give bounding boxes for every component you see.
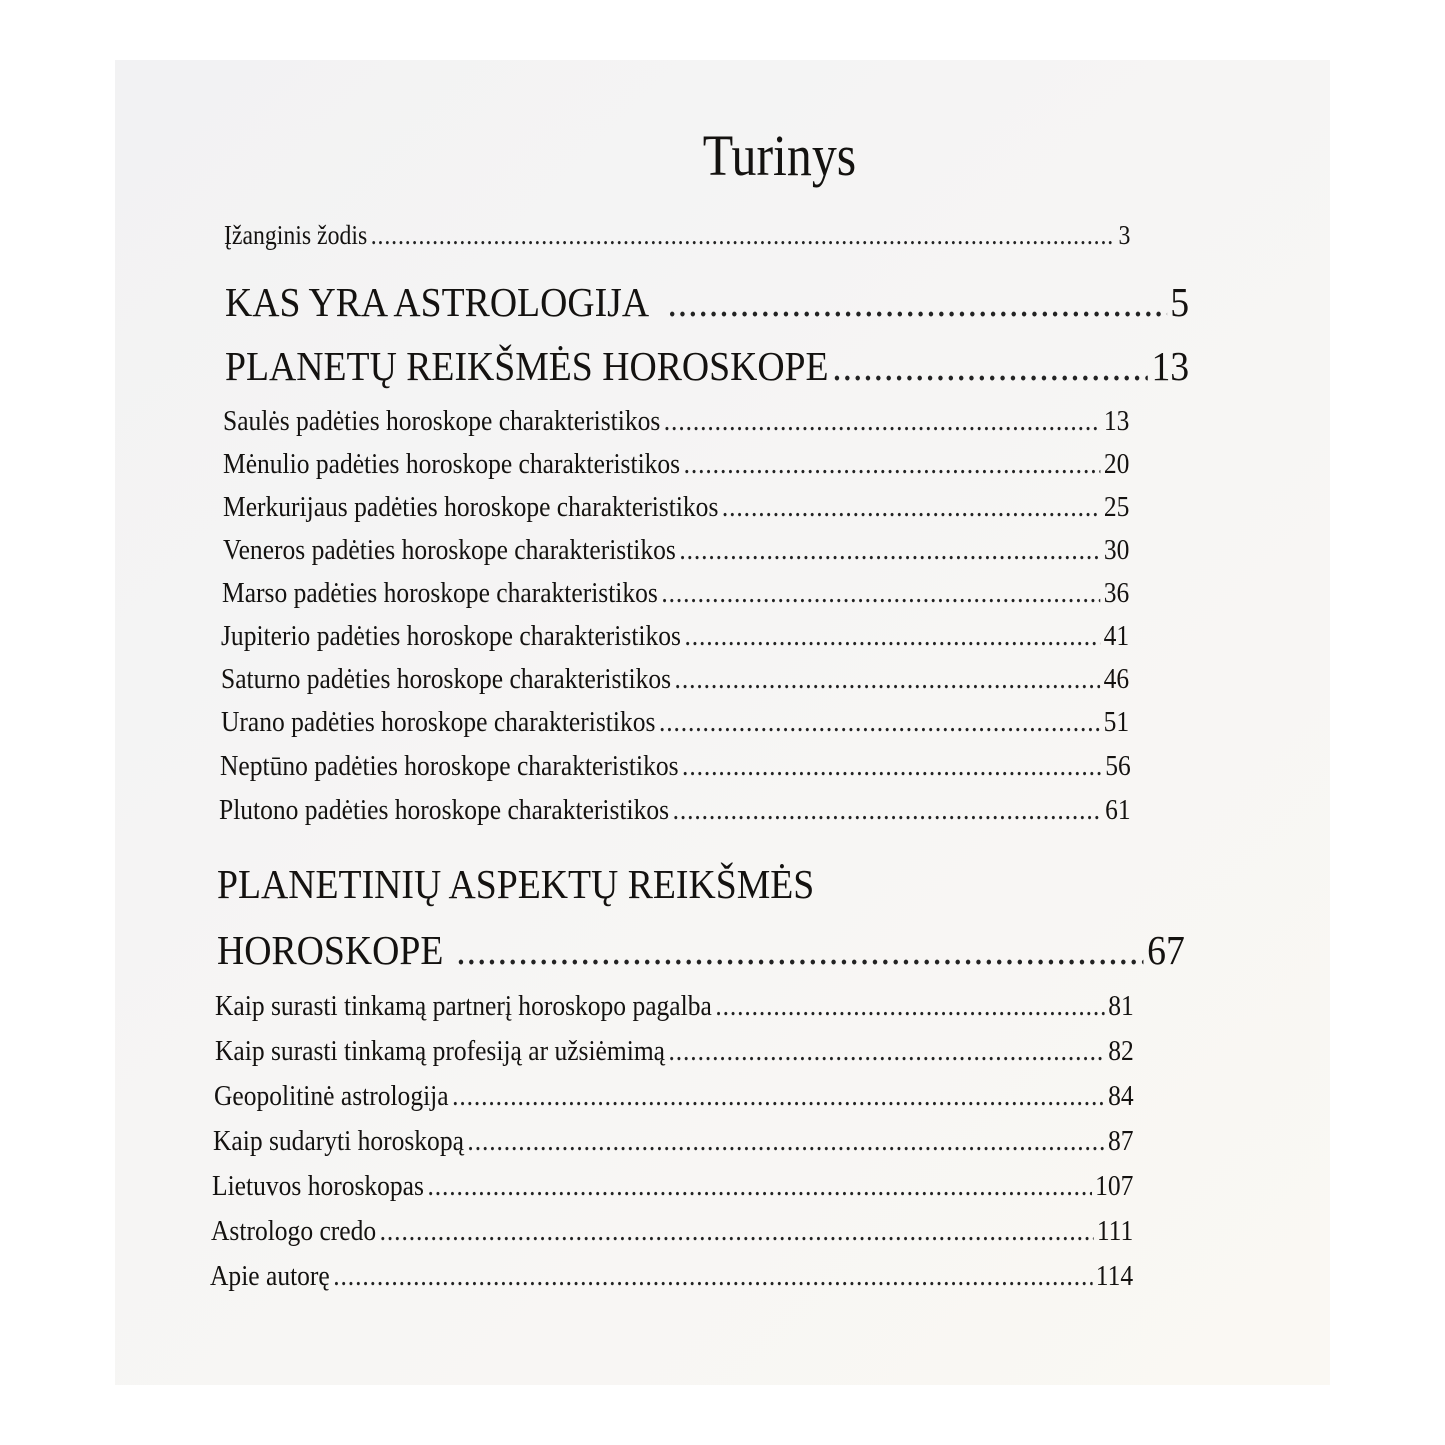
toc-entry bbox=[210, 1260, 1133, 1293]
toc-entry-page: 3 bbox=[1118, 220, 1131, 250]
toc-section-label: KAS YRA ASTROLOGIJA bbox=[225, 279, 650, 325]
toc-entry-intro bbox=[224, 220, 1130, 251]
leader-dots bbox=[371, 220, 1115, 251]
toc-entry bbox=[215, 990, 1134, 1023]
toc-entry bbox=[211, 1215, 1133, 1248]
toc-entry-page: 41 bbox=[1103, 620, 1130, 652]
toc-entry-page: 56 bbox=[1105, 750, 1131, 782]
toc-entry bbox=[221, 706, 1129, 739]
toc-entry-label: Veneros padėties horoskope charakteristikos bbox=[223, 534, 676, 566]
toc-entry-label: Urano padėties horoskope charakteristikos bbox=[221, 706, 656, 738]
toc-entry-page: 13 bbox=[1103, 405, 1130, 437]
toc-entry-label: Astrologo credo bbox=[211, 1215, 377, 1247]
toc-entry-label: Neptūno padėties horoskope charakteristikos bbox=[220, 750, 679, 782]
toc-entry bbox=[223, 448, 1129, 481]
toc-section-page: 67 bbox=[1147, 927, 1185, 973]
leader-dots bbox=[675, 663, 1101, 696]
toc-entry-page: 46 bbox=[1103, 663, 1130, 695]
toc-entry-page: 114 bbox=[1095, 1260, 1134, 1292]
toc-entry bbox=[212, 1170, 1133, 1203]
toc-entry bbox=[222, 577, 1129, 610]
toc-entry bbox=[223, 491, 1129, 524]
toc-entry-label: Kaip surasti tinkamą profesiją ar užsiėmimą bbox=[215, 1035, 666, 1067]
toc-entry-page: 82 bbox=[1108, 1035, 1134, 1067]
toc-section-heading bbox=[217, 926, 1185, 974]
toc-entry bbox=[219, 794, 1131, 827]
page-title: Turinys bbox=[702, 123, 857, 188]
leader-dots bbox=[456, 926, 1143, 974]
toc-entry bbox=[223, 534, 1129, 567]
toc-section-page: 5 bbox=[1170, 279, 1190, 325]
leader-dots bbox=[669, 1035, 1105, 1068]
toc-section-label: PLANETŲ REIKŠMĖS HOROSKOPE bbox=[225, 343, 829, 389]
toc-section-label-line2: HOROSKOPE bbox=[217, 927, 444, 973]
leader-dots bbox=[722, 491, 1100, 524]
toc-entry-label: Mėnulio padėties horoskope charakteristikos bbox=[223, 448, 681, 480]
toc-entry-label: Kaip sudaryti horoskopą bbox=[213, 1125, 464, 1157]
leader-dots bbox=[380, 1215, 1094, 1248]
toc-entry-label: Plutono padėties horoskope charakteristikos bbox=[219, 794, 670, 826]
toc-entry-page: 87 bbox=[1107, 1125, 1134, 1157]
toc-entry-page: 61 bbox=[1105, 794, 1131, 826]
leader-dots bbox=[679, 534, 1100, 567]
toc-entry-page: 25 bbox=[1103, 491, 1130, 523]
leader-dots bbox=[832, 342, 1148, 390]
leader-dots bbox=[684, 448, 1101, 481]
toc-entry-label: Geopolitinė astrologija bbox=[214, 1080, 449, 1112]
toc-entry-label: Lietuvos horoskopas bbox=[212, 1170, 424, 1202]
book-page bbox=[115, 60, 1330, 1385]
toc-section-page: 13 bbox=[1151, 343, 1190, 389]
toc-entry-label: Kaip surasti tinkamą partnerį horoskopo pagalba bbox=[215, 990, 712, 1022]
leader-dots bbox=[427, 1170, 1091, 1203]
toc-entry bbox=[221, 663, 1129, 696]
toc-entry-page: 30 bbox=[1103, 534, 1130, 566]
toc-entry-page: 20 bbox=[1103, 448, 1130, 480]
toc-section-heading bbox=[225, 342, 1189, 390]
toc-entry-label: Jupiterio padėties horoskope charakteristikos bbox=[221, 620, 681, 652]
toc-entry-page: 84 bbox=[1108, 1080, 1134, 1112]
toc-entry-label: Saulės padėties horoskope charakteristikos bbox=[223, 405, 661, 437]
toc-section-heading bbox=[225, 278, 1189, 326]
toc-entry bbox=[215, 1035, 1134, 1068]
toc-entry-page: 107 bbox=[1095, 1170, 1134, 1202]
toc-section-label-line1: PLANETINIŲ ASPEKTŲ REIKŠMĖS bbox=[217, 861, 815, 907]
leader-dots bbox=[684, 620, 1100, 653]
leader-dots bbox=[467, 1125, 1104, 1158]
toc-entry-page: 36 bbox=[1103, 577, 1130, 609]
toc-entry-page: 111 bbox=[1096, 1215, 1134, 1247]
toc-entry bbox=[213, 1125, 1133, 1158]
leader-dots bbox=[682, 750, 1102, 783]
toc-entry-page: 51 bbox=[1103, 706, 1130, 738]
toc-entry-label: Merkurijaus padėties horoskope charakteristikos bbox=[223, 491, 719, 523]
toc-entry-label: Marso padėties horoskope charakteristikos bbox=[222, 577, 658, 609]
toc-entry bbox=[214, 1080, 1134, 1113]
toc-entry bbox=[221, 620, 1129, 653]
leader-dots bbox=[664, 405, 1101, 438]
leader-dots bbox=[715, 990, 1104, 1023]
toc-entry-label: Įžanginis žodis bbox=[224, 220, 368, 250]
toc-entry-page: 81 bbox=[1108, 990, 1134, 1022]
toc-entry bbox=[220, 750, 1131, 783]
leader-dots bbox=[333, 1260, 1092, 1293]
leader-dots bbox=[673, 794, 1102, 827]
toc-entry-label: Saturno padėties horoskope charakteristikos bbox=[221, 663, 672, 695]
toc-entry-label: Apie autorę bbox=[210, 1260, 330, 1292]
leader-dots bbox=[661, 577, 1100, 610]
leader-dots bbox=[659, 706, 1100, 739]
leader-dots bbox=[667, 278, 1166, 326]
leader-dots bbox=[452, 1080, 1104, 1113]
toc-entry bbox=[223, 405, 1129, 438]
